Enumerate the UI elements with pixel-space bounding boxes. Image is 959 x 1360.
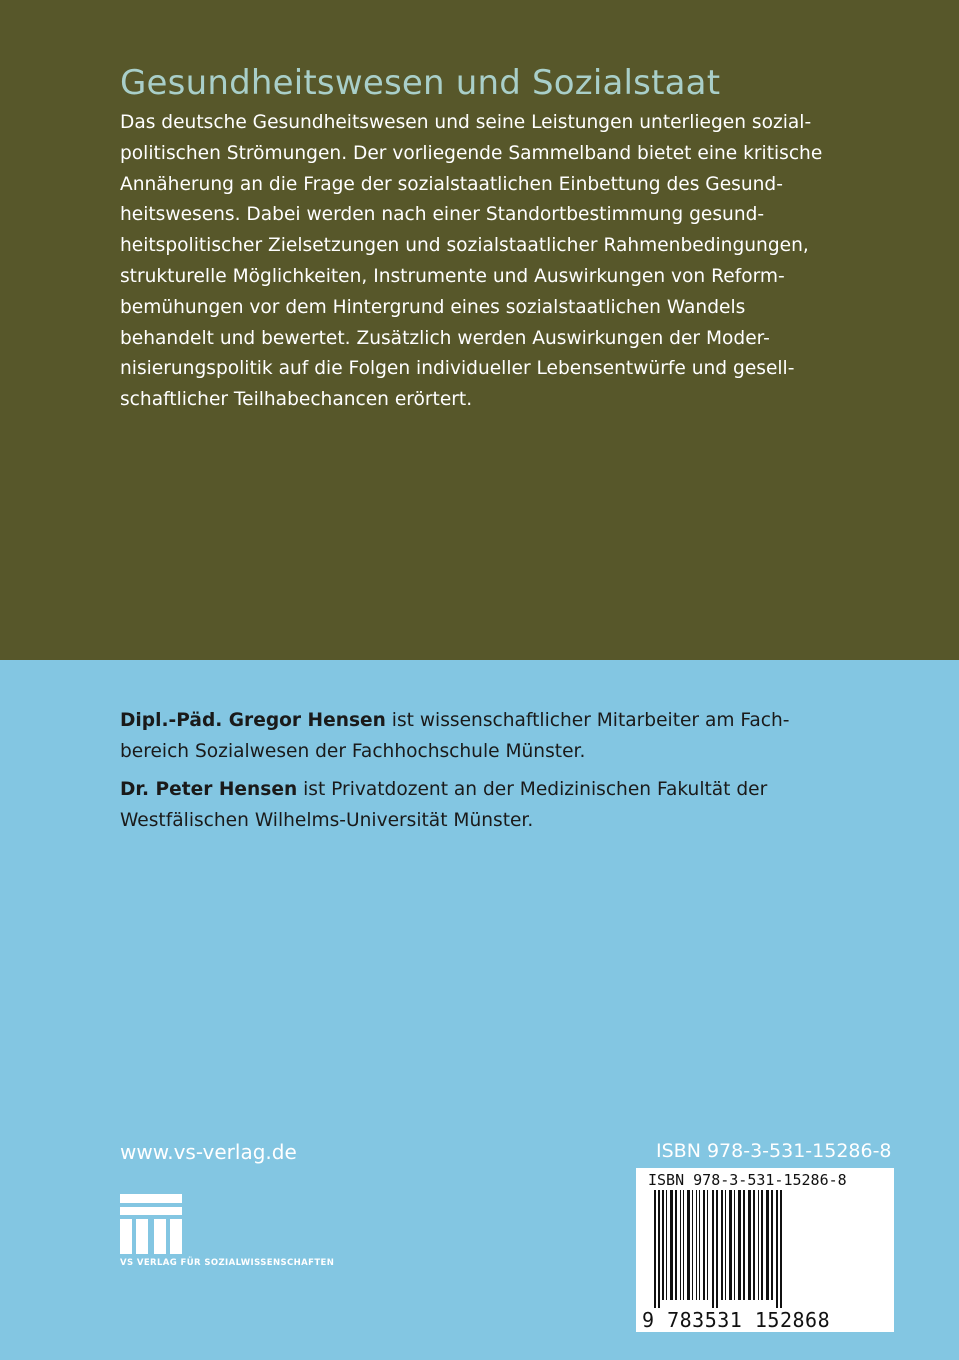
author-bio-line: Westfälischen Wilhelms-Universität Münster. bbox=[120, 810, 534, 831]
barcode-bar bbox=[738, 1190, 741, 1300]
book-title: Gesundheitswesen und Sozialstaat bbox=[120, 62, 721, 103]
blurb-line: heitspolitischer Zielsetzungen und sozialstaatlicher Rahmenbedingungen, bbox=[120, 235, 809, 257]
barcode-bar bbox=[734, 1190, 735, 1300]
barcode-bar bbox=[703, 1190, 705, 1300]
barcode-bar bbox=[658, 1190, 660, 1308]
author-name: Dipl.-Päd. Gregor Hensen bbox=[120, 710, 386, 731]
barcode-bar bbox=[696, 1190, 697, 1300]
blurb bbox=[120, 108, 920, 416]
blurb-line: strukturelle Möglichkeiten, Instrumente und Auswirkungen von Reform- bbox=[120, 265, 785, 287]
blurb-line: schaftlicher Teilhabechancen erörtert. bbox=[120, 389, 473, 411]
barcode-bar bbox=[654, 1190, 656, 1308]
publisher-name: VS VERLAG FÜR SOZIALWISSENSCHAFTEN bbox=[120, 1258, 335, 1268]
barcode-isbn-label: ISBN 978-3-531-15286-8 bbox=[648, 1171, 847, 1189]
barcode-bar bbox=[670, 1190, 673, 1300]
barcode-bar bbox=[758, 1190, 759, 1300]
blurb-line: bemühungen vor dem Hintergrund eines sozialstaatlichen Wandels bbox=[120, 296, 746, 318]
isbn-text: ISBN 978-3-531-15286-8 bbox=[656, 1140, 892, 1162]
barcode-bar bbox=[680, 1190, 681, 1300]
barcode-bar bbox=[729, 1190, 732, 1300]
author-name: Dr. Peter Hensen bbox=[120, 779, 298, 800]
author-bio-line bbox=[120, 774, 920, 805]
author-bio-gregor bbox=[120, 705, 920, 767]
publisher-website[interactable]: www.vs-verlag.de bbox=[120, 1140, 297, 1164]
barcode bbox=[636, 1168, 894, 1332]
author-bio-text: ist wissenschaftlicher Mitarbeiter am Fach- bbox=[385, 710, 790, 731]
barcode-bars bbox=[654, 1190, 876, 1308]
publisher-logo-icon bbox=[120, 1194, 182, 1254]
blurb-line: Annäherung an die Frage der sozialstaatlichen Einbettung des Gesund- bbox=[120, 173, 783, 195]
barcode-bar bbox=[725, 1190, 726, 1300]
barcode-bar bbox=[721, 1190, 723, 1300]
blurb-line: nisierungspolitik auf die Folgen individueller Lebensentwürfe und gesell- bbox=[120, 358, 795, 380]
barcode-bar bbox=[666, 1190, 667, 1300]
barcode-digits: 9 783531 152868 bbox=[642, 1308, 831, 1332]
barcode-bar bbox=[687, 1190, 690, 1300]
barcode-bar bbox=[766, 1190, 769, 1300]
blurb-line: behandelt und bewertet. Zusätzlich werden Auswirkungen der Moder- bbox=[120, 327, 770, 349]
barcode-bar bbox=[776, 1190, 778, 1308]
blurb-line: politischen Strömungen. Der vorliegende Sammelband bietet eine kritische bbox=[120, 142, 823, 164]
barcode-bar bbox=[753, 1190, 755, 1300]
author-bio-line bbox=[120, 705, 920, 736]
barcode-bar bbox=[716, 1190, 718, 1308]
barcode-bar bbox=[761, 1190, 763, 1300]
barcode-bar bbox=[692, 1190, 693, 1300]
barcode-bar bbox=[699, 1190, 700, 1300]
barcode-bar bbox=[743, 1190, 745, 1300]
barcode-bar bbox=[771, 1190, 773, 1300]
barcode-bar bbox=[748, 1190, 751, 1300]
top-panel bbox=[0, 0, 959, 660]
barcode-bar bbox=[780, 1190, 782, 1308]
barcode-bar bbox=[683, 1190, 684, 1300]
author-bio-text: ist Privatdozent an der Medizinischen Fakultät der bbox=[297, 779, 768, 800]
blurb-line: heitswesens. Dabei werden nach einer Standortbestimmung gesund- bbox=[120, 204, 765, 226]
barcode-bar bbox=[712, 1190, 714, 1308]
author-bio-peter bbox=[120, 774, 920, 836]
blurb-line: Das deutsche Gesundheitswesen und seine Leistungen unterliegen sozial- bbox=[120, 112, 812, 133]
barcode-bar bbox=[675, 1190, 677, 1300]
barcode-bar bbox=[707, 1190, 708, 1300]
author-bio-line: bereich Sozialwesen der Fachhochschule Münster. bbox=[120, 741, 586, 762]
barcode-bar bbox=[662, 1190, 664, 1300]
